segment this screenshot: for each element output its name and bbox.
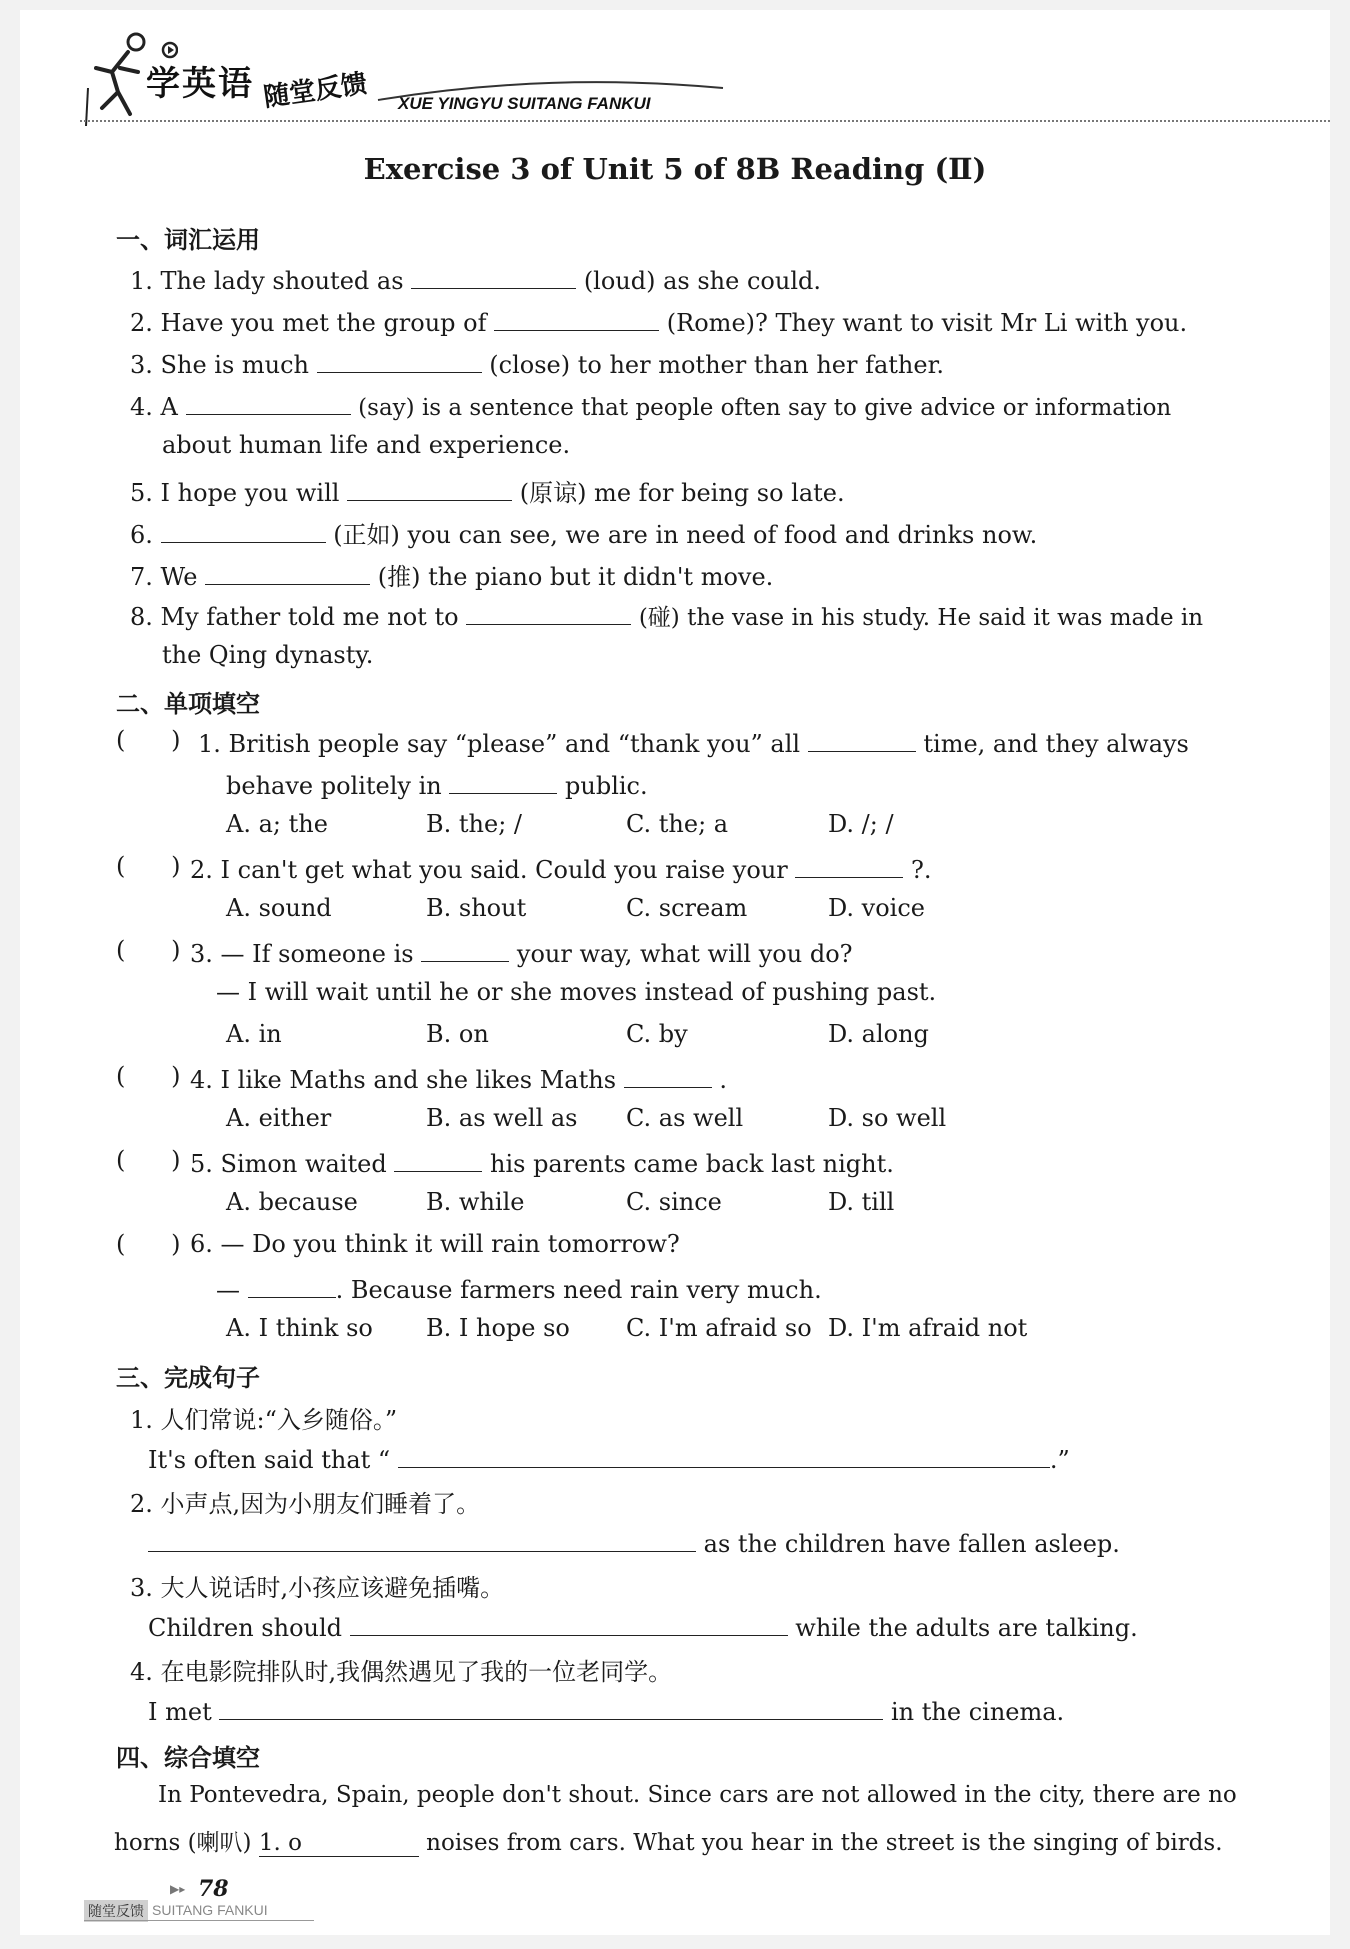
mc-question <box>190 1062 727 1094</box>
cloze-blank-number: 1. o <box>258 1830 302 1856</box>
page-title: Exercise 3 of Unit 5 of 8B Reading (Ⅱ) <box>363 152 987 186</box>
answer-blank[interactable] <box>205 559 370 585</box>
chinese-prompt: 人们常说:“入乡随俗。” <box>160 1406 398 1434</box>
answer-line[interactable] <box>219 1694 883 1720</box>
item-number: 3. <box>130 1574 153 1602</box>
item-hint: (正如) you can see, we are in need of food and drinks now. <box>333 521 1038 549</box>
option-b[interactable]: B. I hope so <box>426 1314 570 1342</box>
item-text: I hope you will <box>160 479 340 507</box>
vocab-item <box>130 263 821 295</box>
item-number: 6. <box>130 521 153 549</box>
sentence-answer <box>148 1442 1070 1474</box>
answer-blank[interactable] <box>449 768 557 794</box>
option-a[interactable]: A. I think so <box>226 1314 373 1342</box>
sentence-text: while the adults are talking. <box>795 1614 1138 1643</box>
answer-bracket[interactable]: ( ) <box>116 1146 181 1174</box>
question-text: your way, what will you do? <box>516 940 853 969</box>
vocab-item <box>130 515 1037 550</box>
vocab-item <box>130 557 773 592</box>
answer-blank[interactable] <box>161 517 326 543</box>
sentence-answer <box>148 1526 1120 1558</box>
option-d[interactable]: D. I'm afraid not <box>828 1314 1028 1342</box>
sentence-prompt <box>130 1484 480 1519</box>
mc-question <box>190 852 932 884</box>
question-text: time, and they always <box>923 730 1189 759</box>
mc-question-line2 <box>226 768 648 800</box>
vocab-item-continuation: about human life and experience. <box>162 431 571 459</box>
cloze-text: horns (喇叭) <box>114 1830 252 1856</box>
option-c[interactable]: C. as well <box>626 1104 744 1132</box>
answer-bracket[interactable]: ( ) <box>116 852 181 880</box>
question-text: I like Maths and she likes Maths <box>220 1066 617 1095</box>
item-number: 1. <box>198 730 221 759</box>
answer-blank[interactable] <box>421 936 509 962</box>
option-c[interactable]: C. by <box>626 1020 688 1048</box>
sentence-prompt <box>130 1568 504 1603</box>
item-text: Have you met the group of <box>160 309 487 338</box>
section-mc-heading: 二、单项填空 <box>116 690 260 718</box>
mc-question-line2 <box>216 1272 822 1304</box>
option-a[interactable]: A. sound <box>226 894 332 922</box>
answer-blank[interactable] <box>317 347 482 373</box>
header-en-title: XUE YINGYU SUITANG FANKUI <box>398 94 651 113</box>
item-hint: (碰) the vase in his study. He said it was made in <box>638 605 1204 632</box>
question-text: . <box>719 1066 727 1095</box>
section-sentence-heading: 三、完成句子 <box>116 1364 260 1392</box>
option-d[interactable]: D. so well <box>828 1104 947 1132</box>
header-banner <box>68 22 708 134</box>
mc-question <box>198 726 1189 758</box>
option-c[interactable]: C. I'm afraid so <box>626 1314 812 1342</box>
chinese-prompt: 大人说话时,小孩应该避免插嘴。 <box>160 1574 505 1602</box>
answer-blank[interactable] <box>248 1272 336 1298</box>
option-a[interactable]: A. because <box>226 1188 358 1216</box>
cloze-text: noises from cars. What you hear in the street is the singing of birds. <box>426 1830 1223 1856</box>
sentence-answer <box>148 1610 1138 1642</box>
question-text: — <box>216 1276 240 1305</box>
vocab-item-continuation: the Qing dynasty. <box>162 641 374 669</box>
question-text: Simon waited <box>220 1150 387 1179</box>
footer-divider <box>84 1920 314 1921</box>
option-b[interactable]: B. while <box>426 1188 525 1216</box>
answer-blank[interactable] <box>808 726 916 752</box>
item-number: 3. <box>190 940 213 969</box>
option-c[interactable]: C. the; a <box>626 810 729 838</box>
item-hint: (close) to her mother than her father. <box>489 351 945 380</box>
worksheet-page <box>20 10 1330 1935</box>
option-d[interactable]: D. till <box>828 1188 895 1216</box>
sentence-text: Children should <box>148 1614 343 1643</box>
question-text: I can't get what you said. Could you raise your <box>220 856 788 885</box>
answer-blank[interactable] <box>186 389 351 415</box>
answer-bracket[interactable]: ( ) <box>116 1062 181 1090</box>
option-d[interactable]: D. voice <box>828 894 925 922</box>
question-text: behave politely in <box>226 772 442 801</box>
mc-question <box>190 1146 894 1178</box>
item-number: 1. <box>130 1406 153 1434</box>
vocab-item <box>130 389 1171 421</box>
item-number: 5. <box>190 1150 213 1179</box>
answer-blank[interactable] <box>795 852 903 878</box>
section-cloze-heading: 四、综合填空 <box>116 1744 260 1772</box>
answer-line[interactable] <box>350 1610 788 1636</box>
option-a[interactable]: A. a; the <box>226 810 328 838</box>
footer-badge: 随堂反馈 <box>84 1900 148 1922</box>
item-number: 8. <box>130 603 153 632</box>
sentence-text: .” <box>1049 1446 1070 1475</box>
option-b[interactable]: B. as well as <box>426 1104 578 1132</box>
question-text: ?. <box>911 856 932 885</box>
item-number: 4. <box>130 1658 153 1686</box>
mc-question <box>190 1230 680 1258</box>
vocab-item <box>130 473 845 508</box>
question-text: . Because farmers need rain very much. <box>335 1276 822 1305</box>
answer-bracket[interactable]: ( ) <box>116 726 181 754</box>
mc-question <box>190 936 853 968</box>
header-cn-title: 学英语 <box>146 64 254 104</box>
item-number: 3. <box>130 351 153 380</box>
item-hint: (say) is a sentence that people often say to give advice or information <box>358 395 1172 422</box>
cloze-line: In Pontevedra, Spain, people don't shout. Since cars are not allowed in the city, there are no <box>158 1782 1237 1808</box>
option-c[interactable]: C. scream <box>626 894 748 922</box>
cloze-line <box>114 1824 1223 1857</box>
option-a[interactable]: A. in <box>226 1020 282 1048</box>
sentence-text: It's often said that “ <box>148 1446 391 1475</box>
item-number: 4. <box>130 393 153 422</box>
chinese-prompt: 小声点,因为小朋友们睡着了。 <box>160 1490 481 1518</box>
mc-question-line2: — I will wait until he or she moves instead of pushing past. <box>216 978 937 1006</box>
item-number: 4. <box>190 1066 213 1095</box>
question-text: public. <box>565 772 648 801</box>
page-arrow-icon: ▶▸ <box>170 1882 186 1896</box>
answer-bracket[interactable]: ( ) <box>116 1230 181 1258</box>
item-number: 2. <box>130 309 153 338</box>
option-a[interactable]: A. either <box>226 1104 332 1132</box>
sentence-text: as the children have fallen asleep. <box>703 1530 1120 1559</box>
page-number: 78 <box>198 1876 229 1902</box>
option-c[interactable]: C. since <box>626 1188 722 1216</box>
option-d[interactable]: D. along <box>828 1020 929 1048</box>
answer-blank[interactable] <box>411 263 576 289</box>
question-text: British people say “please” and “thank you” all <box>228 730 801 759</box>
item-hint: (原谅) me for being so late. <box>519 479 845 507</box>
item-number: 5. <box>130 479 153 507</box>
item-number: 6. <box>190 1230 213 1258</box>
option-b[interactable]: B. on <box>426 1020 489 1048</box>
item-number: 1. <box>130 267 153 296</box>
sentence-prompt <box>130 1652 672 1687</box>
vocab-item <box>130 305 1187 337</box>
vocab-item <box>130 599 1203 632</box>
item-text: The lady shouted as <box>160 267 404 296</box>
question-text: his parents came back last night. <box>489 1150 894 1179</box>
answer-blank[interactable] <box>394 1146 482 1172</box>
vocab-item <box>130 347 944 379</box>
item-hint: (Rome)? They want to visit Mr Li with you. <box>666 309 1188 338</box>
answer-blank[interactable] <box>624 1062 712 1088</box>
item-text: She is much <box>160 351 310 380</box>
option-d[interactable]: D. /; / <box>828 810 894 838</box>
item-text: We <box>160 563 198 591</box>
option-b[interactable]: B. shout <box>426 894 527 922</box>
item-hint: (推) the piano but it didn't move. <box>377 563 774 591</box>
answer-blank[interactable] <box>494 305 659 331</box>
answer-line[interactable] <box>398 1442 1050 1468</box>
cloze-blank[interactable] <box>259 1830 419 1857</box>
option-b[interactable]: B. the; / <box>426 810 522 838</box>
item-hint: (loud) as she could. <box>583 267 821 296</box>
answer-blank[interactable] <box>347 475 512 501</box>
item-number: 2. <box>130 1490 153 1518</box>
section-vocab-heading: 一、词汇运用 <box>116 226 260 254</box>
item-text: A <box>160 393 178 422</box>
question-text: — Do you think it will rain tomorrow? <box>220 1230 680 1258</box>
chinese-prompt: 在电影院排队时,我偶然遇见了我的一位老同学。 <box>160 1658 673 1686</box>
header-divider <box>80 120 1330 122</box>
question-text: — If someone is <box>220 940 414 969</box>
answer-line[interactable] <box>148 1526 696 1552</box>
sentence-text: I met <box>148 1698 212 1727</box>
header-cn-subtitle: 随堂反馈 <box>261 68 369 114</box>
item-text: My father told me not to <box>160 603 459 632</box>
sentence-answer <box>148 1694 1064 1726</box>
answer-bracket[interactable]: ( ) <box>116 936 181 964</box>
sentence-prompt <box>130 1400 397 1435</box>
item-number: 7. <box>130 563 153 591</box>
item-number: 2. <box>190 856 213 885</box>
sentence-text: in the cinema. <box>891 1698 1065 1727</box>
answer-blank[interactable] <box>466 599 631 625</box>
footer-label: SUITANG FANKUI <box>152 1902 268 1918</box>
